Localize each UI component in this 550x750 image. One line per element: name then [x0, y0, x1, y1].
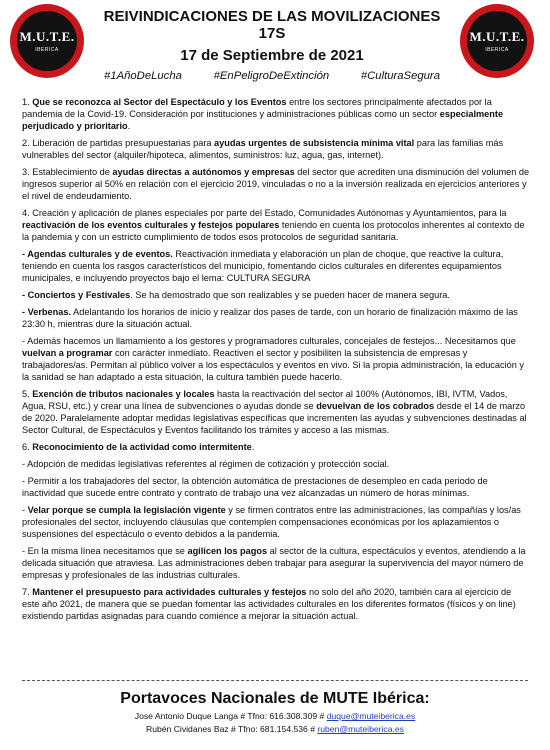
bold-text: Que se reconozca al Sector del Espectáculo y los Eventos — [32, 97, 287, 107]
logo-brand: M.U.T.E. — [469, 29, 525, 44]
contact-text: Jose Antonio Duque Langa # Tfno: 616.308.309 # — [134, 711, 327, 721]
footer — [0, 690, 550, 734]
text-run: - Adopción de medidas legislativas referentes al régimen de cotización y protección social. — [22, 459, 390, 469]
bold-text: reactivación de los eventos culturales y festejos populares — [22, 220, 280, 230]
logo-brand: M.U.T.E. — [19, 29, 75, 44]
logo-inner — [17, 11, 77, 71]
text-run: - Además hacemos un llamamiento a los gestores y programadores culturales, concejales de festejos... Necesitamos que — [22, 336, 516, 346]
bold-text: especialmente perjudicado y prioritario — [22, 109, 504, 131]
bold-text: Velar porque se cumpla la legislación vigente — [27, 505, 226, 515]
bold-text: vuelvan a programar — [22, 348, 113, 358]
hashtag: #EnPeligroDeExtinción — [213, 70, 330, 82]
logo-inner — [467, 11, 527, 71]
footer-divider — [22, 680, 528, 681]
demand-paragraph — [22, 388, 530, 436]
demand-paragraph — [22, 289, 530, 301]
demand-paragraph — [22, 96, 530, 132]
document-date: 17 de Septiembre de 2021 — [180, 47, 364, 64]
text-run: 4. Creación y aplicación de planes especiales por parte del Estado, Comunidades Autónomas y Ayuntamientos, para la — [22, 208, 507, 218]
bold-text: ayudas urgentes de subsistencia mínima vital — [214, 138, 415, 148]
demand-paragraph — [22, 166, 530, 202]
text-run: - Permitir a los trabajadores del sector, la obtención automática de prestaciones de desempleo en cada periodo de inactividad que sucede entre contrato y contrato de trabajo una vez alcanzadas un número de horas mínimas. — [22, 476, 488, 498]
demand-paragraph — [22, 586, 530, 622]
demand-paragraph — [22, 441, 530, 453]
document-header — [92, 6, 452, 82]
bold-text: devuelvan de los cobrados — [316, 401, 435, 411]
bold-text: Reconocimiento de la actividad como intermitente — [32, 442, 252, 452]
email-link[interactable]: ruben@muteiberica.es — [317, 724, 404, 734]
demand-paragraph — [22, 545, 530, 581]
text-run: 2. Liberación de partidas presupuestarias para — [22, 138, 215, 148]
footer-title: Portavoces Nacionales de MUTE Ibérica: — [120, 690, 430, 707]
text-run: Reactivación inmediata y elaboración un plan de choque, que reactive la cultura, teniendo en cuenta los rasgos característicos del municipio, fomentando ciclos culturales en diferentes equipamientos municipales, e incluyendo proyectos bajo el lema: CULTURA SEGURA — [22, 249, 504, 283]
text-run: y se firmen contratos entre las administraciones, las compañías y los/as profesionales del sector, incluyendo cláusulas que contemplen compensaciones económicas por los aplazamientos o suspensiones del espectáculo o evento debidos a la pandemia. — [22, 505, 521, 539]
hashtags — [92, 70, 452, 82]
logo-sub: IBERICA — [35, 47, 59, 53]
demand-paragraph — [22, 475, 530, 499]
text-run: 5. — [22, 389, 33, 399]
contact-line — [0, 724, 550, 734]
demand-paragraph — [22, 335, 530, 383]
bold-text: Exención de tributos nacionales y locales — [32, 389, 215, 399]
bold-text: ayudas directas a autónomos y empresas — [112, 167, 295, 177]
hashtag: #CulturaSegura — [360, 70, 440, 82]
text-run: del sector que acrediten una disminución del volumen de ingresos superior al 50% en relación con el ejercicio 2019, vinculadas o no a la inversión realizada en ejercicios anteriores y el nivel de endeudamiento. — [22, 167, 530, 201]
text-run: - — [22, 505, 28, 515]
text-run: 3. Establecimiento de — [22, 167, 113, 177]
bold-text: Mantener el presupuesto para actividades culturales y festejos — [32, 587, 307, 597]
text-run: 1. — [22, 97, 33, 107]
demand-paragraph — [22, 306, 530, 330]
contact-line — [0, 711, 550, 721]
text-run: Adelantando los horarios de inicio y realizar dos pases de tarde, con un horario de finalización máximo de las 23:30 h, mientras dure la situación actual. — [22, 307, 518, 329]
text-run: - En la misma línea necesitamos que se — [22, 546, 188, 556]
text-run: . — [251, 442, 255, 452]
mute-logo-right — [460, 4, 534, 78]
bold-text: - Agendas culturales y de eventos. — [22, 249, 173, 259]
text-run: hasta la reactivación del sector al 100% (Autónomos, IBI, IVTM, Vados, Agua, RSU, etc.) y crear una línea de subvenciones o ayudas donde se — [22, 389, 508, 411]
email-link[interactable]: duque@muteiberica.es — [326, 711, 416, 721]
document-title: REIVINDICACIONES DE LAS MOVILIZACIONES 17S — [103, 8, 441, 42]
demand-paragraph — [22, 207, 530, 243]
text-run: 6. — [22, 442, 33, 452]
text-run: . Se ha demostrado que son realizables y se pueden hacer de manera segura. — [130, 290, 450, 300]
contact-text: Rubén Cividanes Baz # Tfno: 681.154.536 # — [146, 724, 318, 734]
logo-sub: IBERICA — [485, 47, 509, 53]
bold-text: agilicen los pagos — [187, 546, 268, 556]
text-run: entre los sectores principalmente afectados por la pandemia de la Covid-19. Consideración por instituciones y administraciones públicas como un sector — [22, 97, 492, 119]
bold-text: - Verbenas. — [22, 307, 72, 317]
demands-list — [22, 96, 530, 627]
text-run: al sector de la cultura, espectáculos y eventos, atendiendo a la delicada situación que atraviesa. Las administraciones deben trabajar para asegurar la supervivencia del mayor número de empresas y profesionales de las industrias culturales. — [22, 546, 526, 580]
text-run: . — [127, 121, 131, 131]
demand-paragraph — [22, 137, 530, 161]
demand-paragraph — [22, 248, 530, 284]
text-run: desde el 14 de marzo de 2020. Paralelamente adoptar medidas legislativas específicas que incrementen las ayudas y subvenciones destinadas al Sector Cultural, de Espectáculos y Eventos facilitando los trámites y acceso a las mismas. — [22, 401, 527, 435]
mute-logo-left — [10, 4, 84, 78]
demand-paragraph — [22, 504, 530, 540]
text-run: teniendo en cuenta los protocolos inherentes al contexto de la pandemia y con un estricto cumplimiento de todos esos protocolos de seguridad sanitaria. — [22, 220, 525, 242]
text-run: 7. — [22, 587, 33, 597]
text-run: para las familias más vulnerables del sector (alquiler/hipoteca, alimentos, suministros: luz, agua, gas, internet). — [22, 138, 504, 160]
demand-paragraph — [22, 458, 530, 470]
bold-text: - Conciertos y Festivales — [22, 290, 131, 300]
text-run: no solo del año 2020, también cara al ejercicio de este año 2021, de manera que se puedan fomentar las actividades culturales en los diferentes formatos (físicos y on line) existiendo partidas asignadas para cuando comience a mejorar la situación actual. — [22, 587, 516, 621]
text-run: con carácter inmediato. Reactiven el sector y posibiliten la subsistencia de empresas y trabajadores/as. Permitan al público volver a los espectáculos y eventos en vivo. Si la propia administración, la educación y la sanidad se han adaptado a esta situación, la cultura también puede hacerlo. — [22, 348, 525, 382]
hashtag: #1AñoDeLucha — [104, 70, 182, 82]
